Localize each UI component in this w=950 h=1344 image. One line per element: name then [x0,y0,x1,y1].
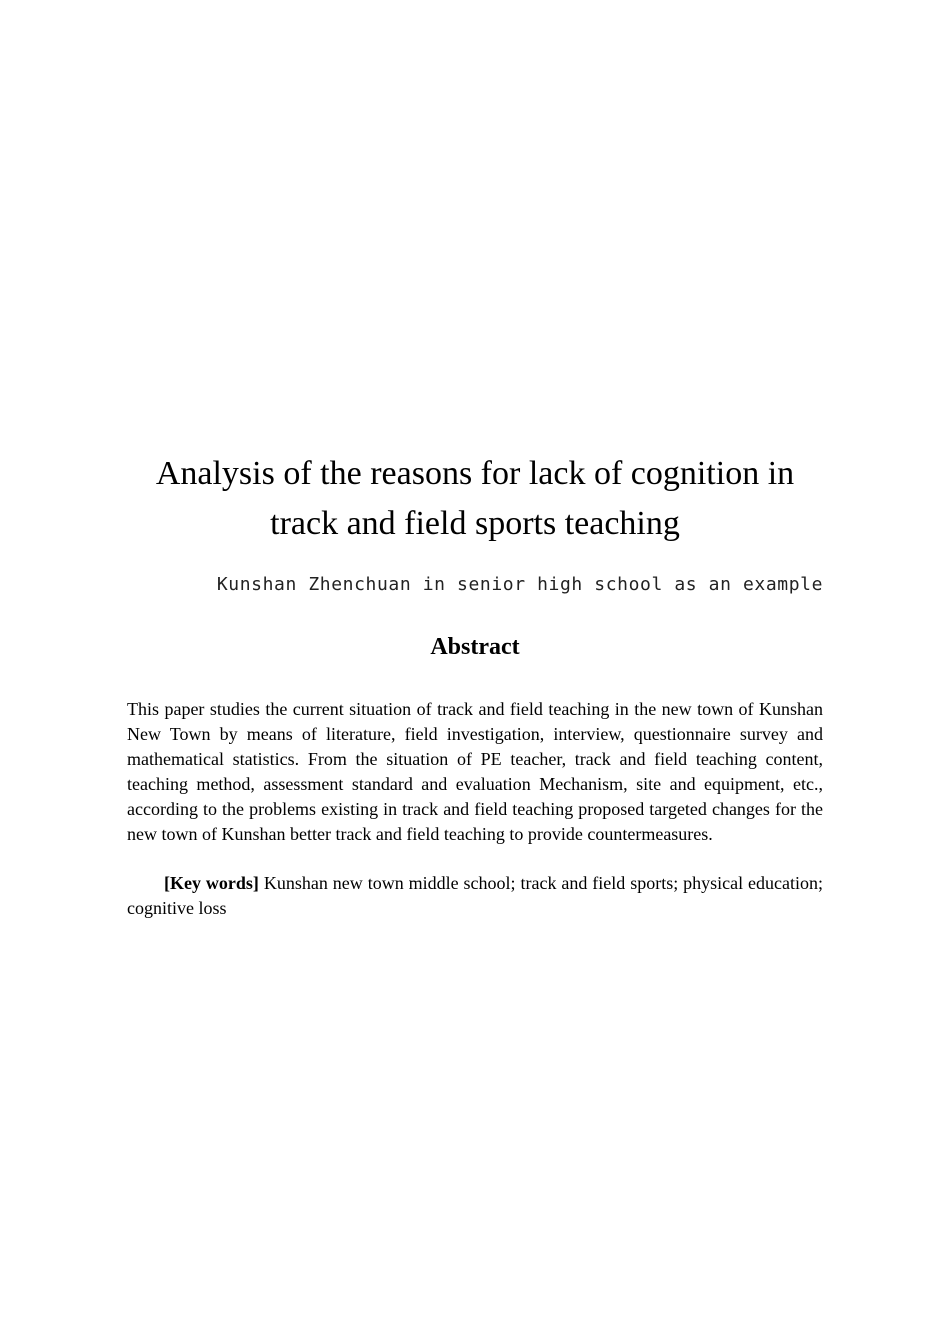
keywords-label: [Key words] [164,873,259,893]
abstract-body: This paper studies the current situation of track and field teaching in the new town of Kunshan New Town by means of literature, field investigation, interview, questionnaire survey and mathematical statistics. From the situation of PE teacher, track and field teaching content, teaching method, assessment standard and evaluation Mechanism, site and equipment, etc., according to the problems existing in track and field teaching proposed targeted changes for the new town of Kunshan better track and field teaching to provide countermeasures. [127,699,823,844]
paper-title-line-1: Analysis of the reasons for lack of cognition in [155,455,795,492]
paper-subtitle: Kunshan Zhenchuan in senior high school as an example [216,574,823,595]
paper-title [127,449,823,549]
keywords-paragraph [127,871,823,921]
keywords-text: Kunshan new town middle school; track and field sports; physical education; cognitive loss [127,873,824,918]
paper-title-line-2: track and field sports teaching [270,505,680,542]
abstract-heading: Abstract [430,634,520,660]
